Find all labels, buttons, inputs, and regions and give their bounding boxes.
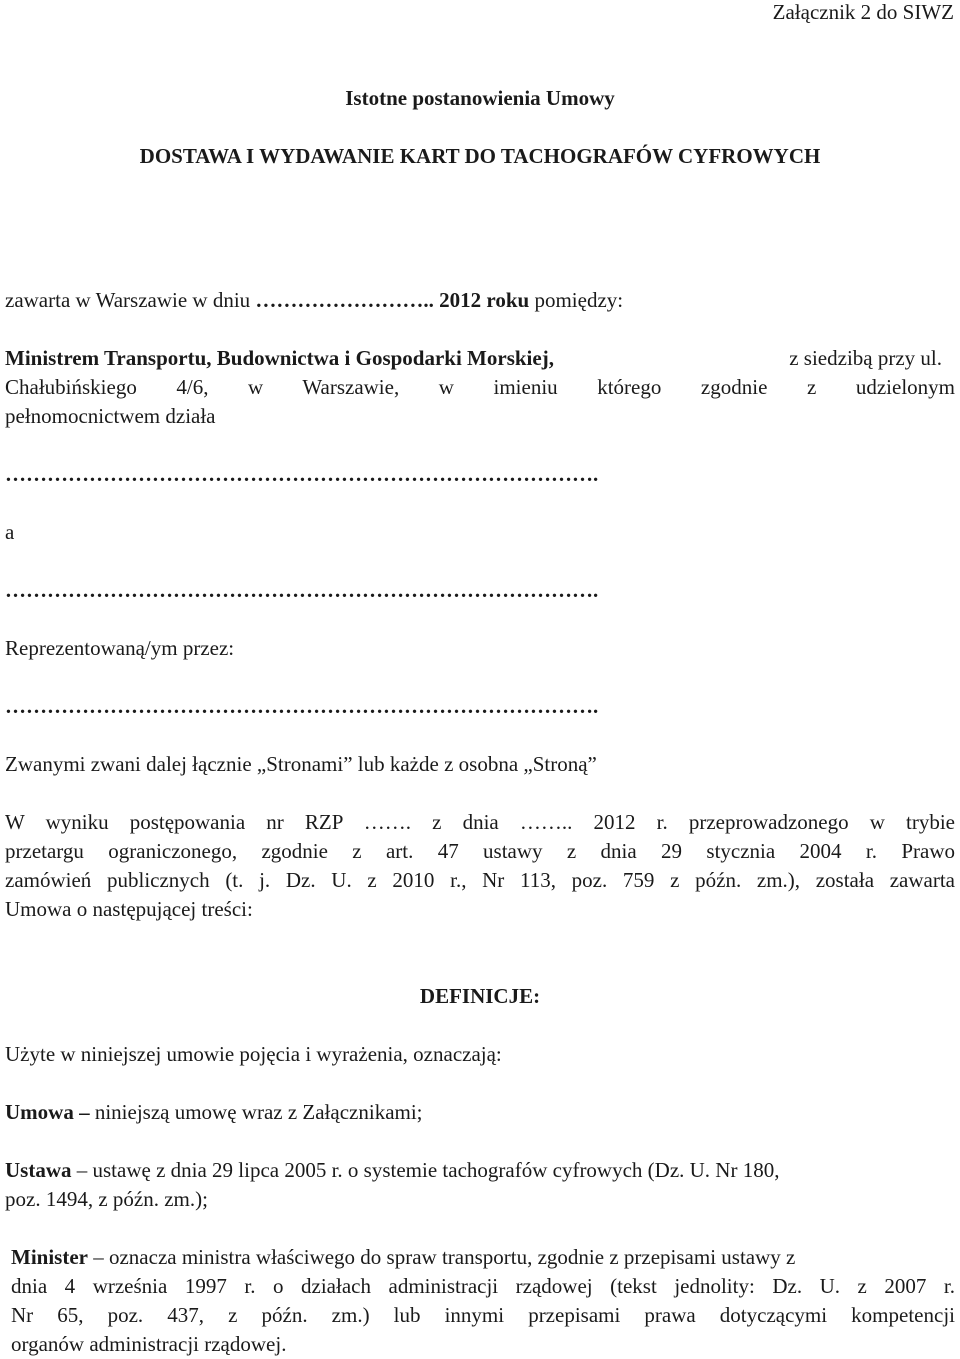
parties-definition-line: Zwanymi zwani dalej łącznie „Stronami” lub każde z osobna „Stroną” (5, 752, 597, 776)
procedure-line-2: przetargu ograniczonego, zgodnie z art. 47 ustawy z dnia 29 stycznia 2004 r. Prawo (5, 839, 955, 863)
blank-line-1: …………………………………………………………………………. (5, 462, 599, 486)
definitions-heading: DEFINICJE: (419, 984, 541, 1008)
ustawa-text-1: – ustawę z dnia 29 lipca 2005 r. o systemie tachografów cyfrowych (Dz. U. Nr 180, (71, 1158, 780, 1182)
dash: – (73, 1100, 95, 1124)
attachment-label: Załącznik 2 do SIWZ (772, 0, 954, 24)
definition-minister-line-1 (11, 1245, 955, 1269)
date-blank: …………………….. 2012 roku (255, 288, 530, 312)
contract-date-line (5, 288, 623, 312)
date-suffix: pomiędzy: (529, 288, 624, 312)
blank-line-3: …………………………………………………………………………. (5, 694, 599, 718)
party1-line-2: Chałubińskiego 4/6, w Warszawie, w imieniu którego zgodnie z udzielonym (5, 375, 955, 399)
procedure-line-1: W wyniku postępowania nr RZP ……. z dnia …….. 2012 r. przeprowadzonego w trybie (5, 810, 955, 834)
party1-line-3: pełnomocnictwem działa (5, 404, 216, 428)
party1-line-1 (5, 346, 942, 370)
party1-seat: z siedzibą przy ul. (789, 346, 942, 370)
definition-minister-line-3: Nr 65, poz. 437, z późn. zm.) lub innymi przepisami prawa dotyczącymi kompetencji (11, 1303, 955, 1327)
term-minister: Minister (11, 1245, 88, 1269)
definitions-intro: Użyte w niniejszej umowie pojęcia i wyrażenia, oznaczają: (5, 1042, 502, 1066)
title-line-2: DOSTAWA I WYDAWANIE KART DO TACHOGRAFÓW CYFROWYCH (139, 144, 821, 168)
procedure-line-3: zamówień publicznych (t. j. Dz. U. z 2010 r., Nr 113, poz. 759 z późn. zm.), została zawarta (5, 868, 955, 892)
definition-minister-line-4: organów administracji rządowej. (11, 1332, 287, 1356)
definition-minister-line-2: dnia 4 września 1997 r. o działach administracji rządowej (tekst jednolity: Dz. U. z 2007 r. (11, 1274, 955, 1298)
definition-ustawa-line-1 (5, 1158, 955, 1182)
definition-umowa (5, 1100, 423, 1124)
conjunction-a: a (5, 520, 15, 544)
date-prefix: zawarta w Warszawie w dniu (5, 288, 256, 312)
represented-by-label: Reprezentowaną/ym przez: (5, 636, 235, 660)
title-line-1: Istotne postanowienia Umowy (345, 86, 615, 110)
blank-line-2: …………………………………………………………………………. (5, 578, 599, 602)
party1-name: Ministrem Transportu, Budownictwa i Gospodarki Morskiej, (5, 346, 554, 370)
minister-text-1: – oznacza ministra właściwego do spraw transportu, zgodnie z przepisami ustawy z (87, 1245, 796, 1269)
term-ustawa: Ustawa (5, 1158, 72, 1182)
procedure-line-4: Umowa o następującej treści: (5, 897, 253, 921)
definition-ustawa-line-2: poz. 1494, z późn. zm.); (5, 1187, 208, 1211)
term-umowa: Umowa (5, 1100, 74, 1124)
umowa-text: niniejszą umowę wraz z Załącznikami; (94, 1100, 423, 1124)
